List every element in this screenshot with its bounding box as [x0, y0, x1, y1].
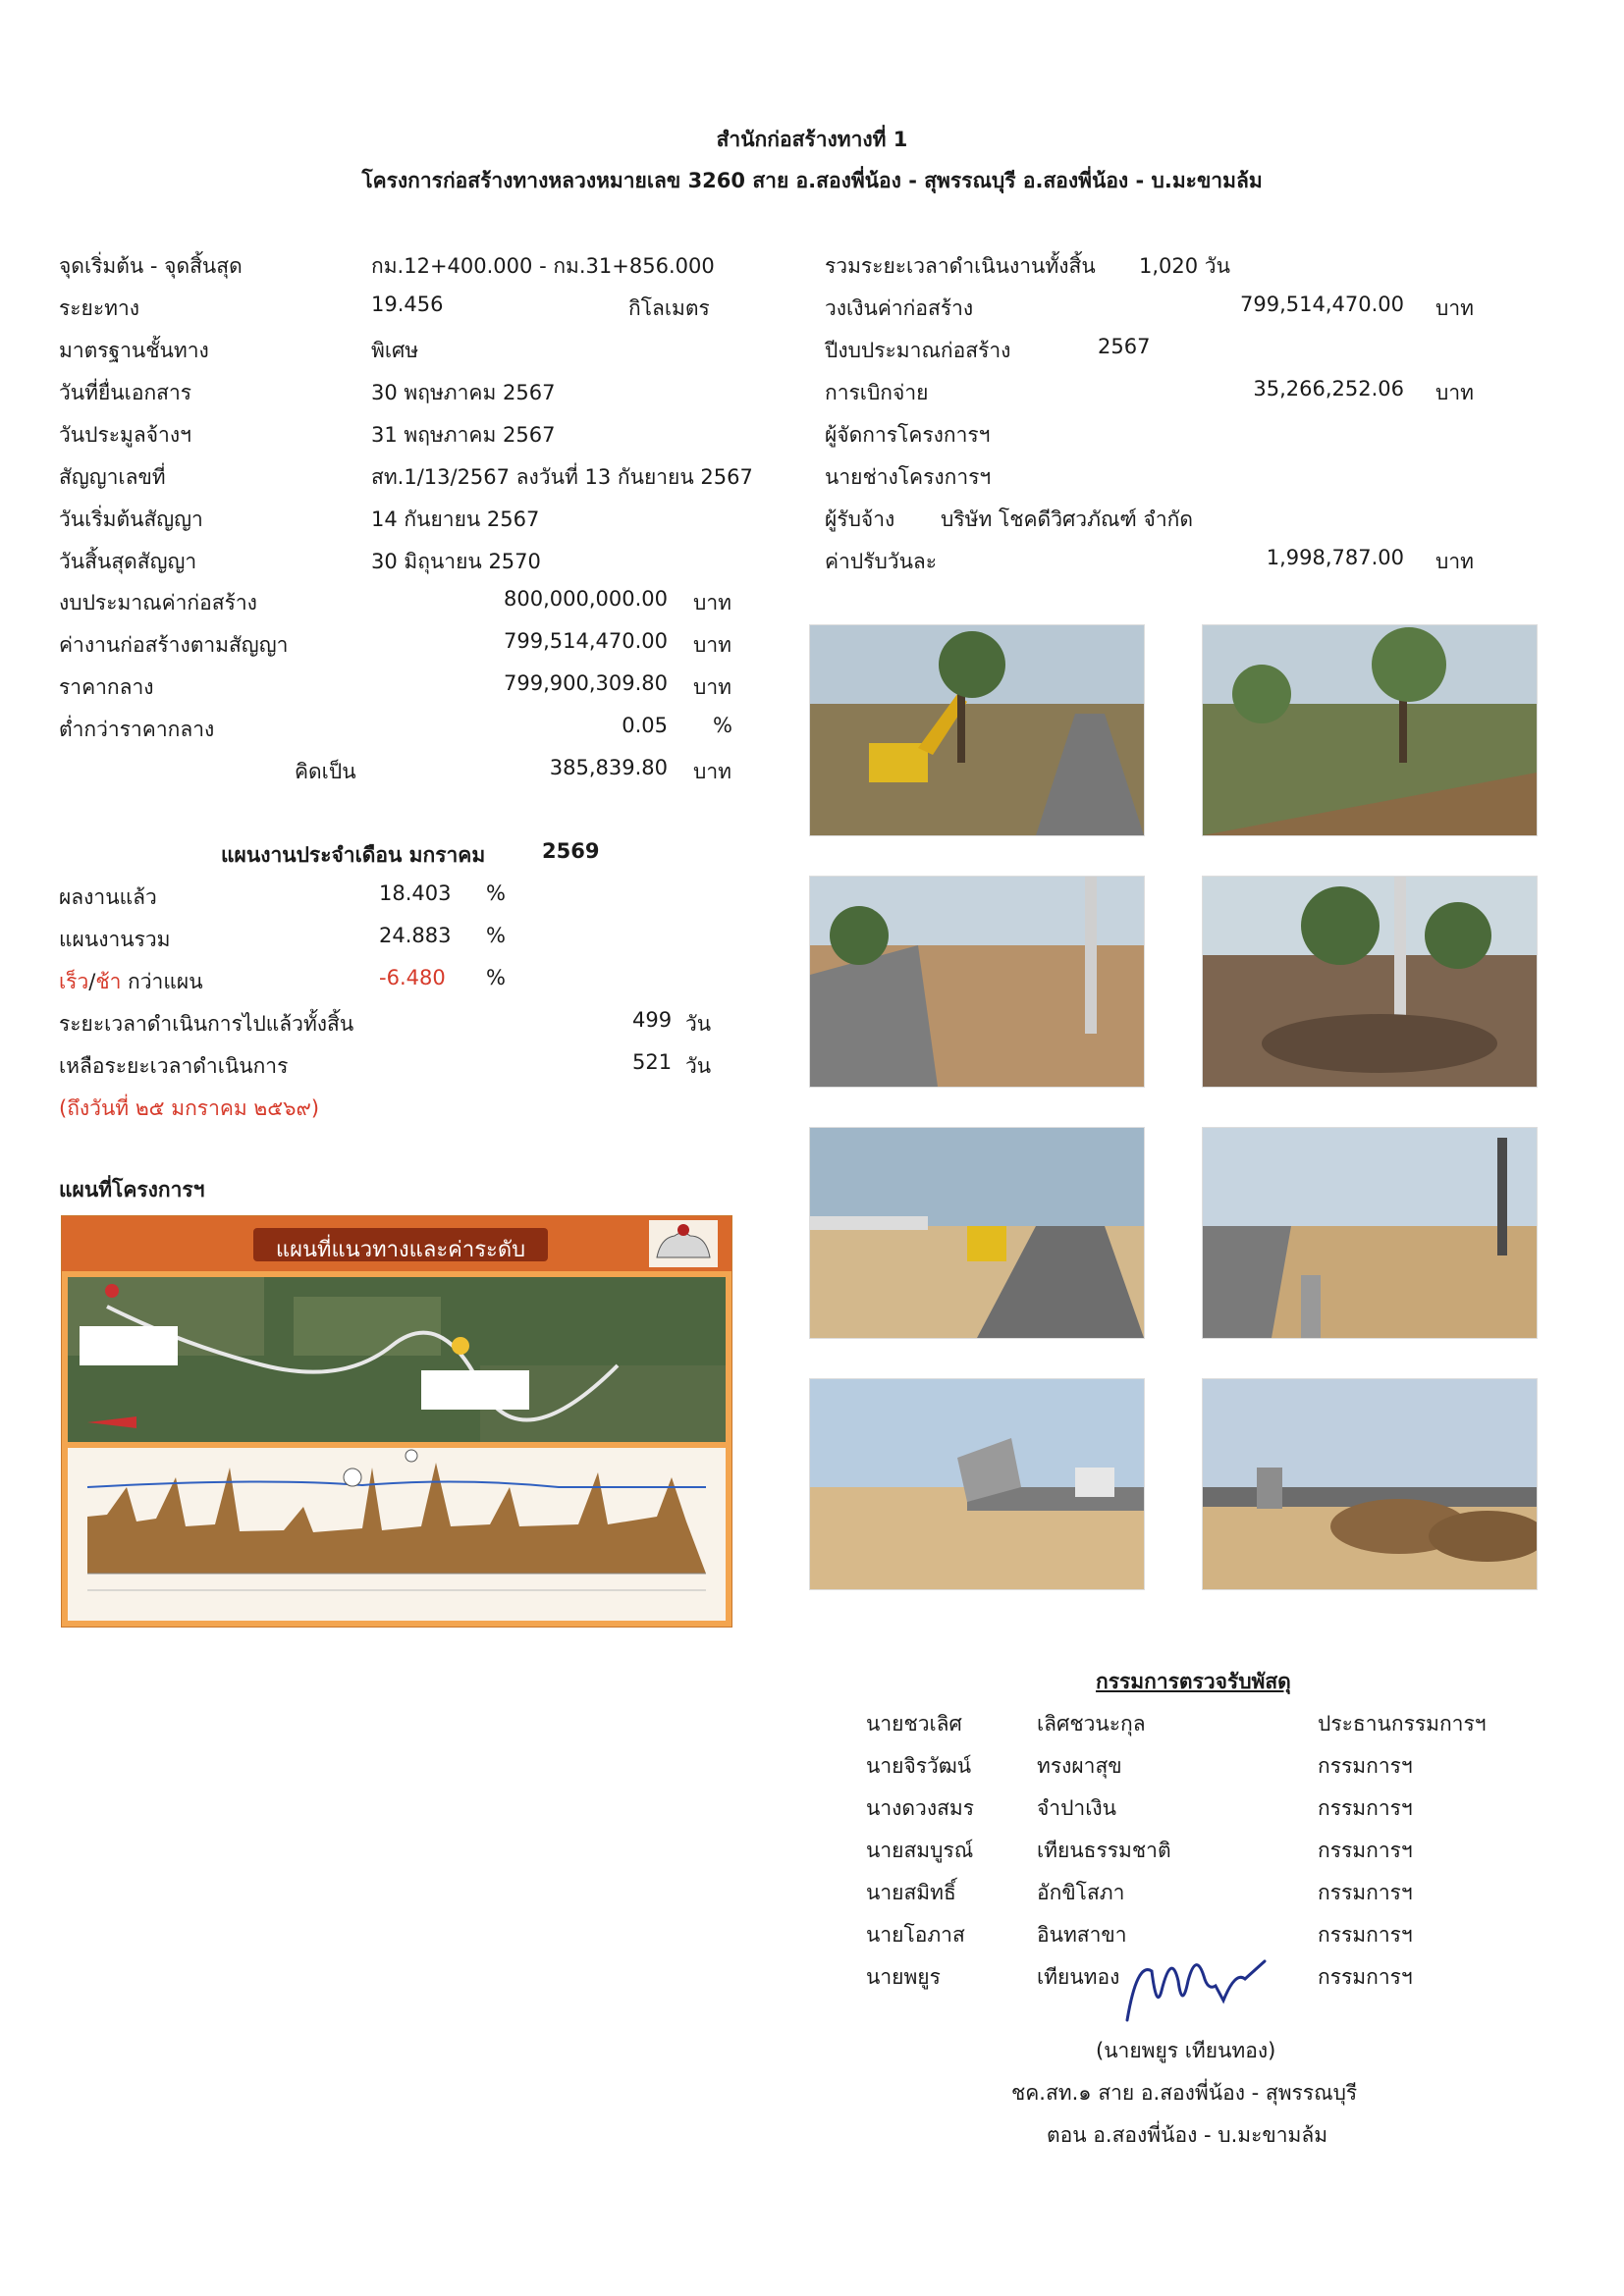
site-photo-trench — [1202, 876, 1538, 1088]
elephant-logo-icon — [649, 1220, 718, 1267]
right-label: ปีงบประมาณก่อสร้าง — [825, 339, 1011, 362]
info-unit: กิโลเมตร — [628, 296, 710, 320]
elapsed-unit: วัน — [685, 1012, 712, 1036]
info-label: มาตรฐานชั้นทาง — [59, 339, 209, 362]
budget-label: งบประมาณค่าก่อสร้าง — [59, 591, 257, 614]
member-role: กรรมการฯ — [1318, 1923, 1413, 1947]
speed-slow: ช้า — [95, 970, 122, 993]
duration-value: 1,020 วัน — [1139, 254, 1230, 278]
plan-title: แผนงานประจำเดือน มกราคม — [221, 843, 486, 867]
office-title: สำนักก่อสร้างทางที่ 1 — [716, 128, 908, 151]
info-value: 30 มิถุนายน 2570 — [371, 550, 541, 573]
site-photo-excavator — [809, 624, 1145, 836]
plan-value: 24.883 — [379, 924, 452, 947]
budget-label: ราคากลาง — [59, 675, 154, 699]
member-last-name: อินทสาขา — [1037, 1923, 1127, 1947]
member-role: ประธานกรรมการฯ — [1318, 1712, 1487, 1735]
right-label: วงเงินค่าก่อสร้าง — [825, 296, 974, 320]
map-profile — [68, 1448, 726, 1621]
speed-slash: / — [88, 970, 96, 993]
signer-name: (นายพยูร เทียนทอง) — [1096, 2039, 1276, 2062]
info-label: จุดเริ่มต้น - จุดสิ้นสุด — [59, 254, 243, 278]
map-satellite — [68, 1277, 726, 1442]
member-first-name: นายโอภาส — [866, 1923, 965, 1947]
budget-label: ต่ำกว่าราคากลาง — [59, 718, 215, 741]
member-role: กรรมการฯ — [1318, 1881, 1413, 1904]
site-photo-grading — [1202, 1127, 1538, 1339]
right-unit: บาท — [1435, 296, 1474, 320]
member-last-name: เทียนทอง — [1037, 1965, 1120, 1989]
right-value: 1,998,787.00 — [1266, 546, 1404, 569]
remaining-value: 521 — [632, 1050, 673, 1074]
info-label: วันที่ยื่นเอกสาร — [59, 381, 192, 404]
budget-label: คิดเป็น — [295, 760, 356, 783]
member-first-name: นายชวเลิศ — [866, 1712, 962, 1735]
right-value: 799,514,470.00 — [1240, 293, 1404, 316]
committee-title: กรรมการตรวจรับพัสดุ — [1096, 1670, 1291, 1693]
budget-value: 799,900,309.80 — [504, 671, 668, 695]
remaining-unit: วัน — [685, 1054, 712, 1078]
info-value: 19.456 — [371, 293, 444, 316]
signer-position-1: ชค.สท.๑ สาย อ.สองพี่น้อง - สุพรรณบุรี — [1011, 2081, 1358, 2105]
site-photo-clearing — [1202, 624, 1538, 836]
info-value: สท.1/13/2567 ลงวันที่ 13 กันยายน 2567 — [371, 465, 753, 489]
member-first-name: นางดวงสมร — [866, 1796, 975, 1820]
speed-fast: เร็ว — [59, 970, 89, 993]
member-first-name: นายจิรวัฒน์ — [866, 1754, 972, 1778]
budget-unit: บาท — [693, 675, 731, 699]
member-last-name: เทียนธรรมชาติ — [1037, 1839, 1171, 1862]
budget-unit: บาท — [693, 760, 731, 783]
site-photo-roller — [809, 1127, 1145, 1339]
info-label: วันสิ้นสุดสัญญา — [59, 550, 197, 573]
map-banner-text: แผนที่แนวทางและค่าระดับ — [275, 1238, 526, 1262]
member-first-name: นายพยูร — [866, 1965, 941, 1989]
info-value: 14 กันยายน 2567 — [371, 507, 540, 531]
speed-rest: กว่าแผน — [121, 970, 203, 993]
right-value: 2567 — [1098, 335, 1151, 358]
info-value: 31 พฤษภาคม 2567 — [371, 423, 556, 447]
signer-position-2: ตอน อ.สองพี่น้อง - บ.มะขามล้ม — [1047, 2123, 1328, 2147]
budget-unit: บาท — [693, 591, 731, 614]
member-first-name: นายสมิทธิ์ — [866, 1881, 956, 1904]
info-label: วันประมูลจ้างฯ — [59, 423, 191, 447]
speed-value: -6.480 — [379, 966, 446, 989]
info-label: วันเริ่มต้นสัญญา — [59, 507, 203, 531]
member-role: กรรมการฯ — [1318, 1796, 1413, 1820]
plan-unit: % — [486, 881, 506, 905]
contractor-value: บริษัท โชคดีวิศวภัณฑ์ จำกัด — [941, 507, 1193, 531]
member-first-name: นายสมบูรณ์ — [866, 1839, 974, 1862]
map-banner — [62, 1216, 731, 1271]
member-role: กรรมการฯ — [1318, 1754, 1413, 1778]
member-role: กรรมการฯ — [1318, 1965, 1413, 1989]
plan-unit: % — [486, 924, 506, 947]
member-last-name: เลิศชวนะกุล — [1037, 1712, 1146, 1735]
budget-unit: บาท — [693, 633, 731, 657]
member-last-name: ทรงผาสุข — [1037, 1754, 1122, 1778]
budget-value: 0.05 — [622, 714, 668, 737]
right-label: นายช่างโครงการฯ — [825, 465, 992, 489]
remaining-label: เหลือระยะเวลาดำเนินการ — [59, 1054, 289, 1078]
right-unit: บาท — [1435, 381, 1474, 404]
speed-unit: % — [486, 966, 506, 989]
right-label: ค่าปรับวันละ — [825, 550, 938, 573]
right-unit: บาท — [1435, 550, 1474, 573]
speed-label — [59, 966, 203, 998]
site-photo-dump-truck — [809, 1378, 1145, 1590]
plan-label: แผนงานรวม — [59, 928, 171, 951]
right-label: ผู้จัดการโครงการฯ — [825, 423, 991, 447]
budget-value: 385,839.80 — [549, 756, 668, 779]
site-photo-roadside — [809, 876, 1145, 1088]
project-map — [61, 1215, 732, 1628]
info-value: กม.12+400.000 - กม.31+856.000 — [371, 254, 715, 278]
elapsed-label: ระยะเวลาดำเนินการไปแล้วทั้งสิ้น — [59, 1012, 354, 1036]
member-last-name: จำปาเงิน — [1037, 1796, 1117, 1820]
member-last-name: อักขิโสภา — [1037, 1881, 1125, 1904]
elapsed-value: 499 — [632, 1008, 673, 1032]
member-role: กรรมการฯ — [1318, 1839, 1413, 1862]
info-label: สัญญาเลขที่ — [59, 465, 166, 489]
info-value: 30 พฤษภาคม 2567 — [371, 381, 556, 404]
budget-value: 799,514,470.00 — [504, 629, 668, 653]
budget-value: 800,000,000.00 — [504, 587, 668, 611]
plan-value: 18.403 — [379, 881, 452, 905]
signature-mark — [1117, 1942, 1284, 2030]
info-label: ระยะทาง — [59, 296, 140, 320]
budget-label: ค่างานก่อสร้างตามสัญญา — [59, 633, 289, 657]
right-label: ผู้รับจ้าง — [825, 507, 895, 531]
plan-label: ผลงานแล้ว — [59, 885, 157, 909]
info-value: พิเศษ — [371, 339, 419, 362]
as-of-date: (ถึงวันที่ ๒๕ มกราคม ๒๕๖๙) — [59, 1096, 320, 1120]
right-value: 35,266,252.06 — [1253, 377, 1404, 400]
right-label: การเบิกจ่าย — [825, 381, 929, 404]
duration-label: รวมระยะเวลาดำเนินงานทั้งสิ้น — [825, 254, 1096, 278]
site-photo-soil-pile — [1202, 1378, 1538, 1590]
plan-year: 2569 — [542, 839, 600, 863]
map-heading: แผนที่โครงการฯ — [59, 1178, 205, 1201]
budget-unit: % — [713, 714, 732, 737]
project-title: โครงการก่อสร้างทางหลวงหมายเลข 3260 สาย อ.สองพี่น้อง - สุพรรณบุรี อ.สองพี่น้อง - บ.มะขามล้ม — [361, 169, 1263, 192]
